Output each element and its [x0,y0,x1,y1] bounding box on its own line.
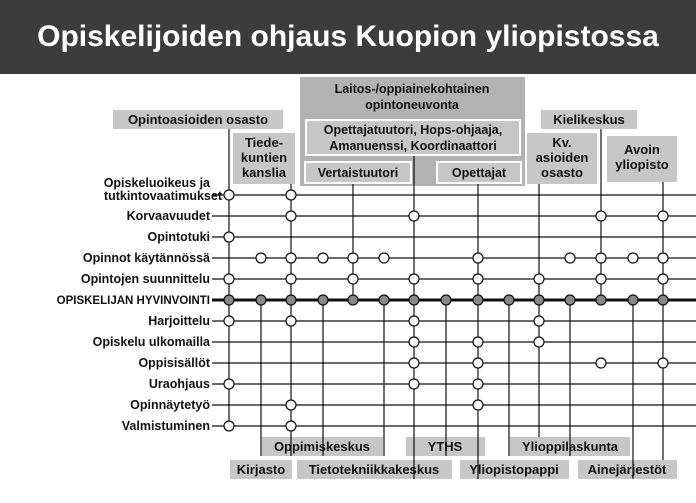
node-open [658,358,668,368]
node-filled [348,295,358,305]
node-open [286,274,296,284]
row-label-hyvinvointi: OPISKELIJAN HYVINVOINTI [56,295,210,307]
ainejarjestot-label: Ainejärjestöt [587,462,667,477]
node-open [286,190,296,200]
node-open [473,400,483,410]
yths-label: YTHS [427,439,463,454]
node-open [256,253,266,263]
opettajat-label: Opettajat [451,166,507,180]
node-open [658,253,668,263]
node-filled [658,295,668,305]
node-open [318,253,328,263]
avoin-label-1: Avoin [624,142,660,157]
node-open [224,190,234,200]
tiedekuntien-label-2: kuntien [240,150,288,165]
node-open [473,358,483,368]
node-filled [596,295,606,305]
node-filled [504,295,514,305]
node-filled [534,295,544,305]
row-label-opiskeluoikeus-2: tutkintovaatimukset [103,189,222,203]
node-filled [628,295,638,305]
node-open [409,316,419,326]
laitos-label-2: opintoneuvonta [365,98,459,112]
avoin-label-2: yliopisto [615,157,669,172]
kv-label-1: Kv. [552,135,572,150]
node-open [348,274,358,284]
node-open [409,274,419,284]
node-open [224,274,234,284]
row-label-opiskeluoikeus-1: Opiskeluoikeus ja [103,176,210,190]
node-open [658,211,668,221]
row-label-suunnittelu: Opintojen suunnittelu [80,272,210,286]
node-open [286,400,296,410]
node-open [473,274,483,284]
row-label-opinnaytetyo: Opinnäytetyö [130,398,210,412]
node-open [348,253,358,263]
node-filled [409,295,419,305]
node-open [409,358,419,368]
node-open [379,253,389,263]
node-filled [256,295,266,305]
kielikeskus-label: Kielikeskus [553,112,625,127]
node-open [473,253,483,263]
laitos-label-1: Laitos-/oppiainekohtainen [334,82,490,96]
row-label-korvaavuudet: Korvaavuudet [126,209,210,223]
node-open [224,316,234,326]
row-labels [57,176,223,433]
tiedekuntien-label-3: kanslia [241,165,287,180]
node-filled [379,295,389,305]
node-open [409,379,419,389]
node-open [286,316,296,326]
row-label-opinnot: Opinnot käytännössä [82,251,210,265]
node-open [224,232,234,242]
kirjasto-label: Kirjasto [236,462,286,477]
row-label-ulkomailla: Opiskelu ulkomailla [92,335,210,349]
row-label-uraohjaus: Uraohjaus [148,377,210,391]
node-open [596,358,606,368]
opintoasioiden-label: Opintoasioiden osasto [127,112,269,127]
node-filled [224,295,234,305]
kv-label-3: osasto [541,165,583,180]
top-labels [113,77,677,186]
node-open [286,211,296,221]
row-label-valmistuminen: Valmistuminen [121,419,210,433]
node-open [224,379,234,389]
node-open [473,337,483,347]
node-open [409,337,419,347]
node-open [473,379,483,389]
inner-label-1: Opettajatuutori, Hops-ohjaaja, [323,123,503,137]
row-label-oppisisallot: Oppisisällöt [138,356,210,370]
node-open [534,316,544,326]
node-open [658,274,668,284]
bottom-labels [230,437,677,479]
node-open [224,421,234,431]
oppimiskeskus-label: Oppimiskeskus [273,439,371,454]
row-label-opintotuki: Opintotuki [147,230,210,244]
node-open [596,274,606,284]
node-open [286,421,296,431]
node-open [286,253,296,263]
node-filled [441,295,451,305]
node-open [596,211,606,221]
tiedekuntien-label-1: Tiede- [244,135,284,150]
node-open [534,337,544,347]
node-filled [473,295,483,305]
inner-label-2: Amanuenssi, Koordinaattori [329,139,497,153]
kv-label-2: asioiden [535,150,589,165]
vertaistuutori-label: Vertaistuutori [317,166,399,180]
node-filled [565,295,575,305]
yliopistopappi-label: Yliopistopappi [469,462,559,477]
page-title: Opiskelijoiden ohjaus Kuopion yliopistossa [37,20,659,53]
node-filled [318,295,328,305]
node-filled [286,295,296,305]
node-open [534,274,544,284]
node-open [409,211,419,221]
node-open [596,253,606,263]
ylioppilaskunta-label: Ylioppilaskunta [521,439,619,454]
node-open [565,253,575,263]
row-label-harjoittelu: Harjoittelu [148,314,210,328]
tietotekniikkakeskus-label: Tietotekniikkakeskus [308,462,440,477]
node-open [628,253,638,263]
